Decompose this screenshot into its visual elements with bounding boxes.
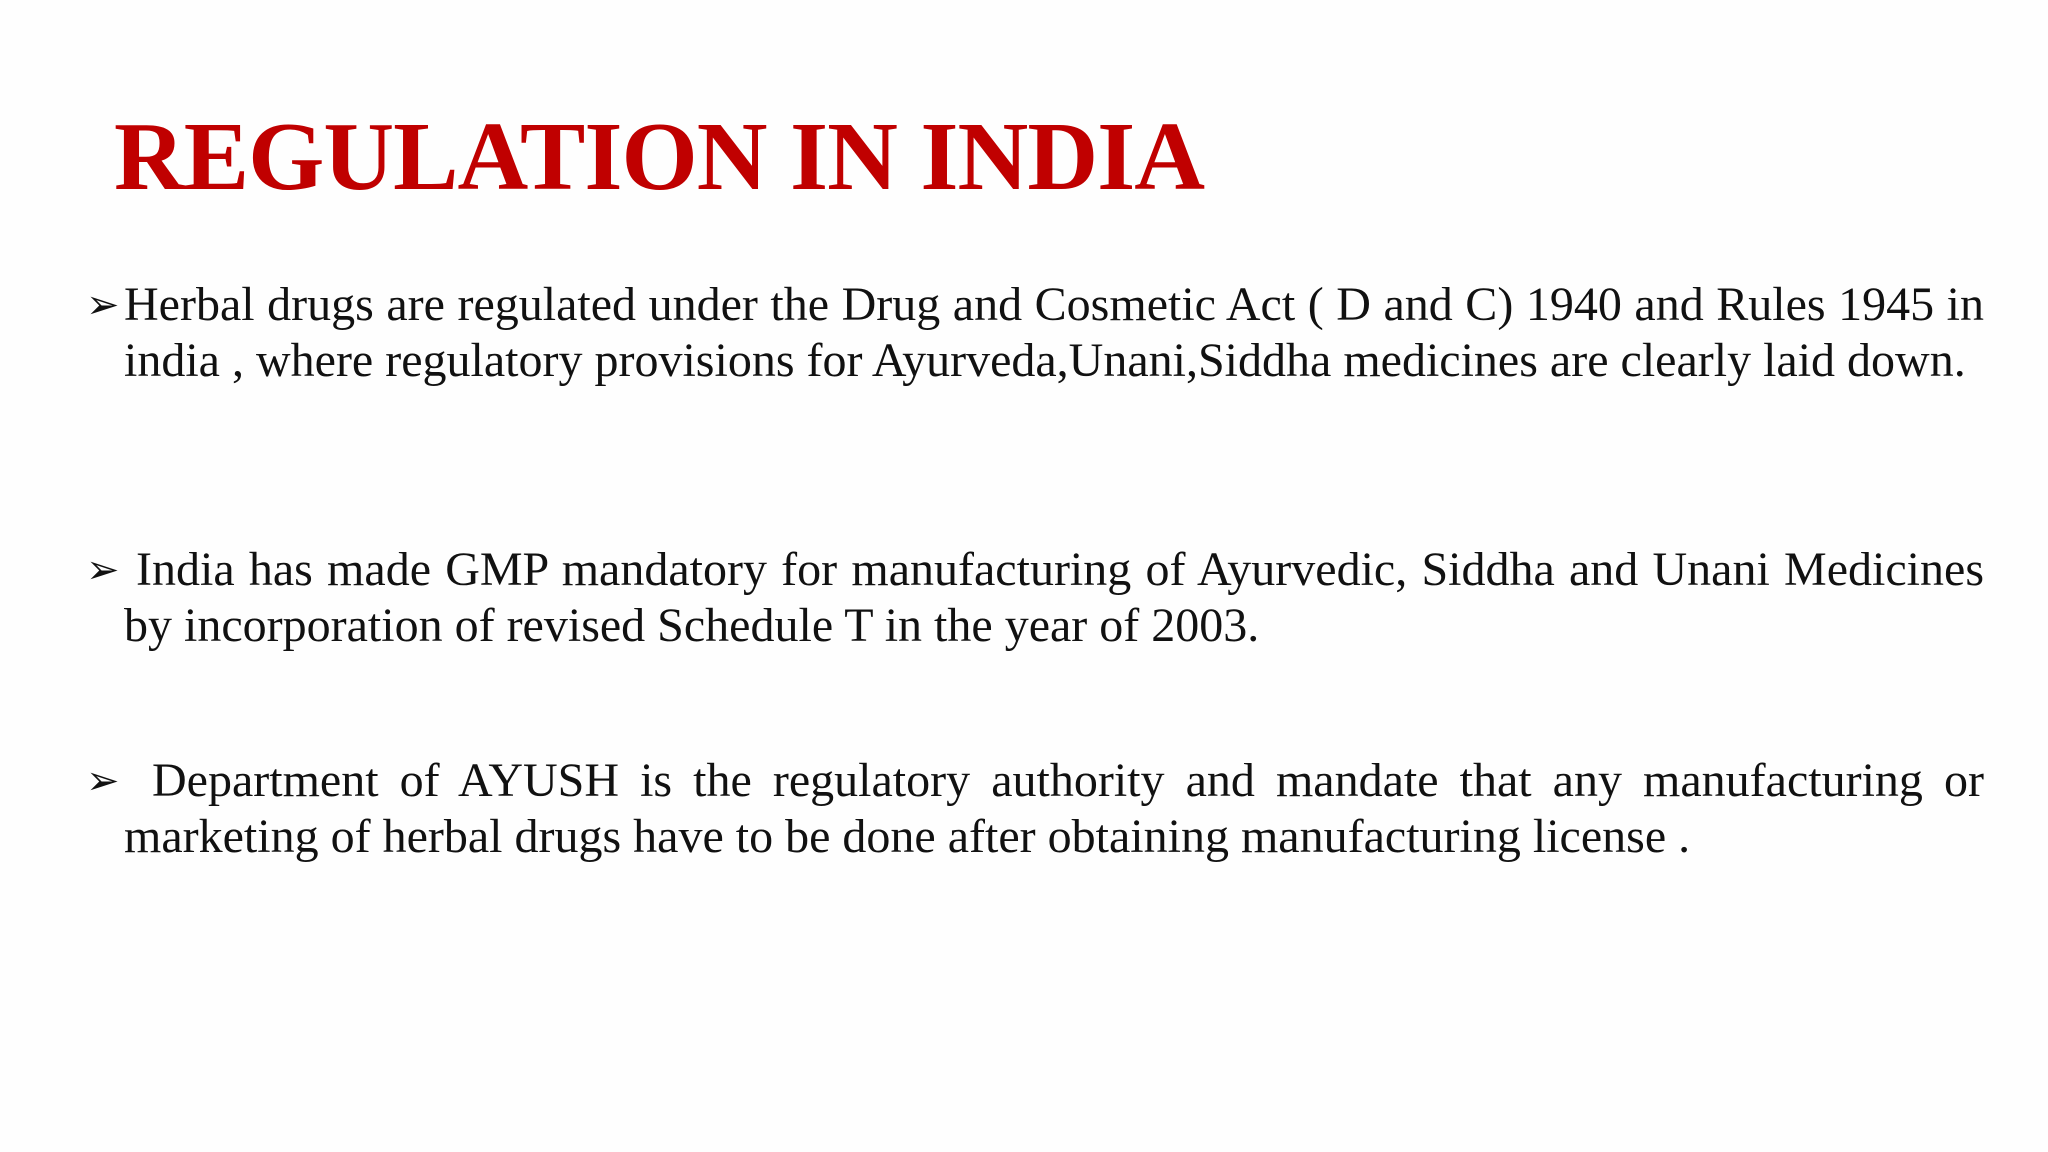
- bullet-item: [86, 753, 1984, 865]
- arrow-bullet-icon: ➢: [86, 758, 120, 804]
- arrow-bullet-icon: ➢: [86, 282, 120, 328]
- bullet-item: [86, 277, 1984, 389]
- slide-title: REGULATION IN INDIA: [114, 103, 1205, 211]
- bullet-text: Department of AYUSH is the regulatory authority and mandate that any manufacturing or marketing of herbal drugs have to be done after obtaining manufacturing license .: [124, 754, 1984, 863]
- bullet-text: India has made GMP mandatory for manufacturing of Ayurvedic, Siddha and Unani Medicines by incorporation of revised Schedule T in the year of 2003.: [124, 543, 1984, 652]
- bullet-text: Herbal drugs are regulated under the Drug and Cosmetic Act ( D and C) 1940 and Rules 1945 in india , where regulatory provisions for Ayurveda,Unani,Siddha medicines are clearly laid down.: [124, 278, 1984, 387]
- bullet-item: [86, 542, 1984, 654]
- arrow-bullet-icon: ➢: [86, 547, 120, 593]
